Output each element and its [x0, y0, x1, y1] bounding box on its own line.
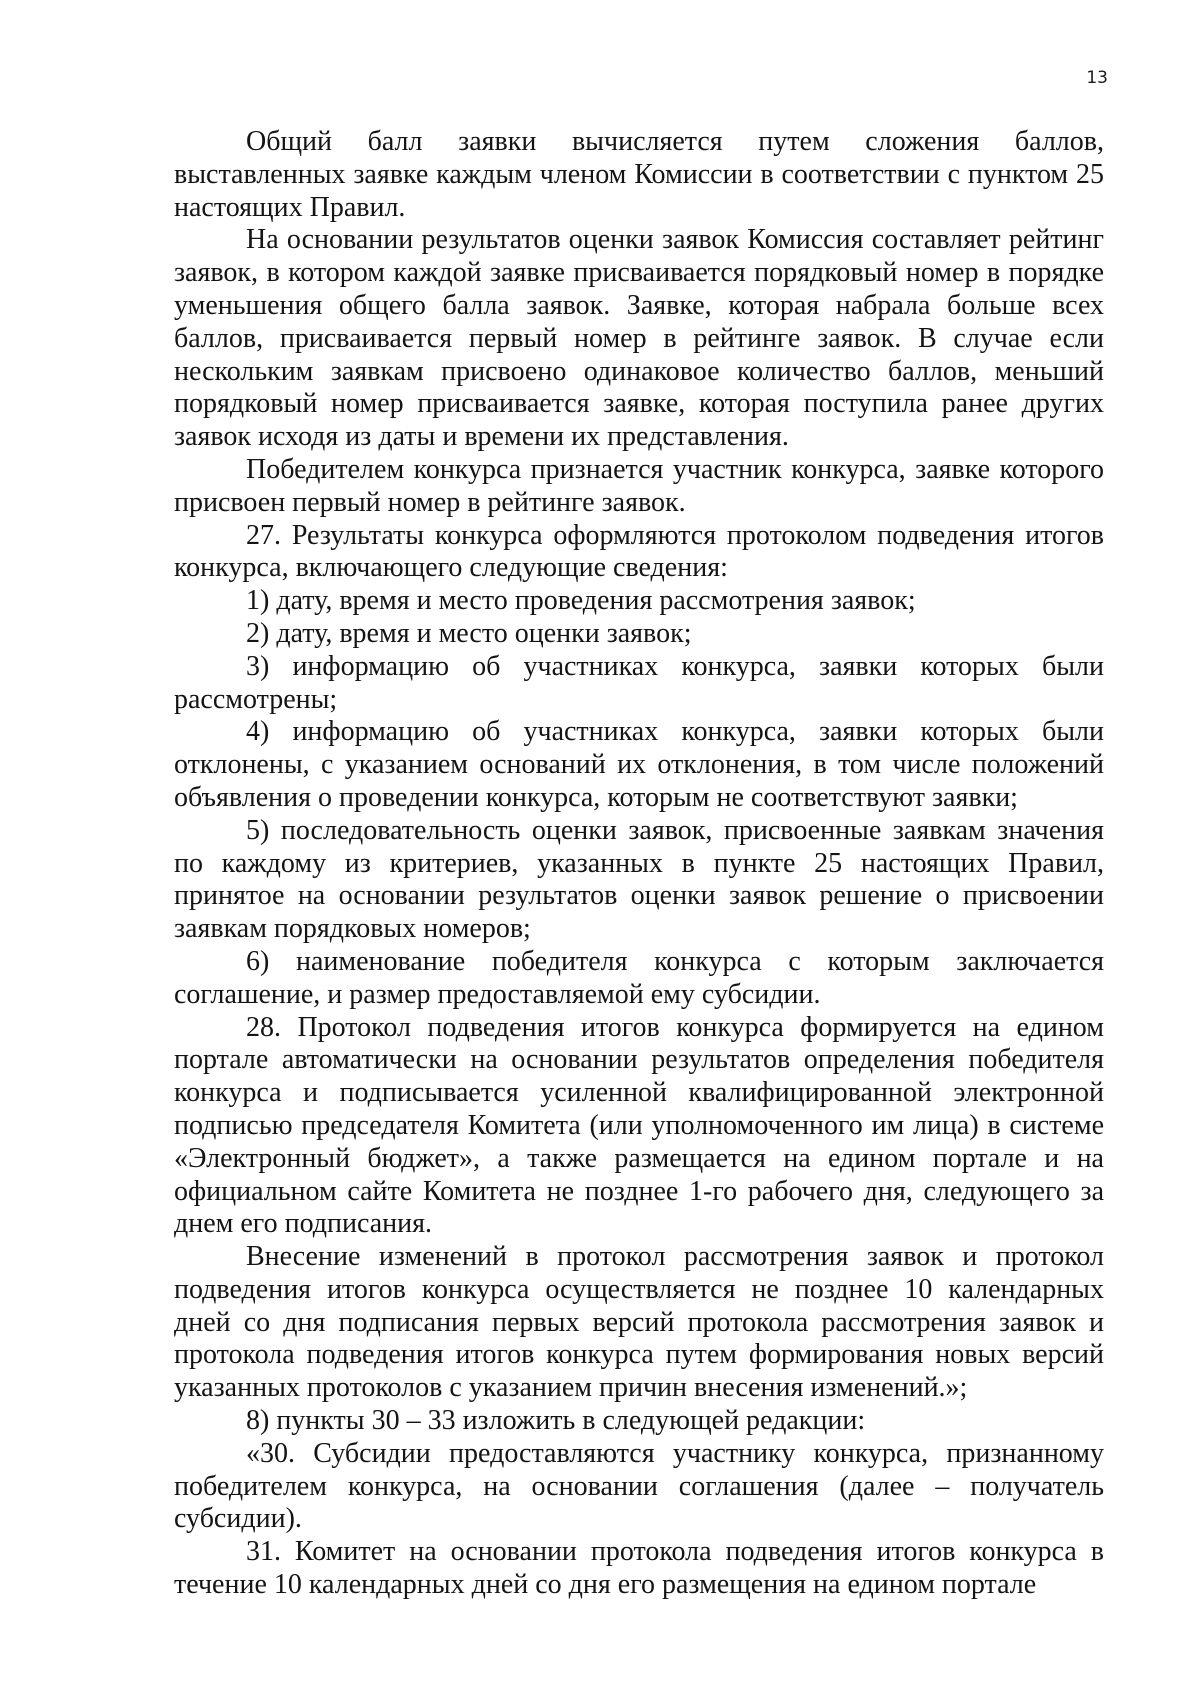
paragraph: 31. Комитет на основании протокола подведения итогов конкурса в течение 10 календарных дней со дня его размещения на едином портале: [174, 1536, 1104, 1601]
paragraph: Общий балл заявки вычисляется путем сложения баллов, выставленных заявке каждым членом Комиссии в соответствии с пунктом 25 настоящих Правил.: [174, 126, 1104, 223]
paragraph: Победителем конкурса признается участник конкурса, заявке которого присвоен первый номер в рейтинге заявок.: [174, 453, 1104, 518]
page-number: 13: [1086, 68, 1108, 88]
list-item: 1) дату, время и место проведения рассмотрения заявок;: [246, 585, 916, 617]
list-item: 2) дату, время и место оценки заявок;: [246, 617, 692, 649]
list-item: 4) информацию об участниках конкурса, заявки которых были отклонены, с указанием оснований их отклонения, в том числе положений объявления о проведении конкурса, которым не соответствуют заявки;: [174, 716, 1104, 813]
paragraph: «30. Субсидии предоставляются участнику конкурса, признанному победителем конкурса, на основании соглашения (далее – получатель субсидии).: [174, 1437, 1104, 1535]
list-item: 5) последовательность оценки заявок, присвоенные заявкам значения по каждому из критериев, указанных в пункте 25 настоящих Правил, принятое на основании результатов оценки заявок решение о присвоении заявкам порядковых номеров;: [174, 814, 1104, 945]
paragraph: 8) пункты 30 – 33 изложить в следующей редакции:: [246, 1405, 866, 1437]
list-item: 6) наименование победителя конкурса с которым заключается соглашение, и размер предоставляемой ему субсидии.: [174, 945, 1104, 1010]
list-item: 3) информацию об участниках конкурса, заявки которых были рассмотрены;: [174, 650, 1104, 715]
paragraph: Внесение изменений в протокол рассмотрения заявок и протокол подведения итогов конкурса осуществляется не позднее 10 календарных дней со дня подписания первых версий протокола рассмотрения заявок и протокола подведения итогов конкурса путем формирования новых версий указанных протоколов с указанием причин внесения изменений.»;: [174, 1241, 1104, 1404]
paragraph: На основании результатов оценки заявок Комиссия составляет рейтинг заявок, в котором каждой заявке присваивается порядковый номер в порядке уменьшения общего балла заявок. Заявке, которая набрала больше всех баллов, присваивается первый номер в рейтинге заявок. В случае если нескольким заявкам присвоено одинаковое количество баллов, меньший порядковый номер присваивается заявке, которая поступила ранее других заявок исходя из даты и времени их представления.: [174, 224, 1104, 453]
paragraph: 28. Протокол подведения итогов конкурса формируется на едином портале автоматически на основании результатов определения победителя конкурса и подписывается усиленной квалифицированной электронной подписью председателя Комитета (или уполномоченного им лица) в системе «Электронный бюджет», а также размещается на едином портале и на официальном сайте Комитета не позднее 1-го рабочего дня, следующего за днем его подписания.: [174, 1011, 1104, 1240]
document-body: [174, 126, 1104, 1602]
paragraph: 27. Результаты конкурса оформляются протоколом подведения итогов конкурса, включающего следующие сведения:: [174, 519, 1104, 584]
